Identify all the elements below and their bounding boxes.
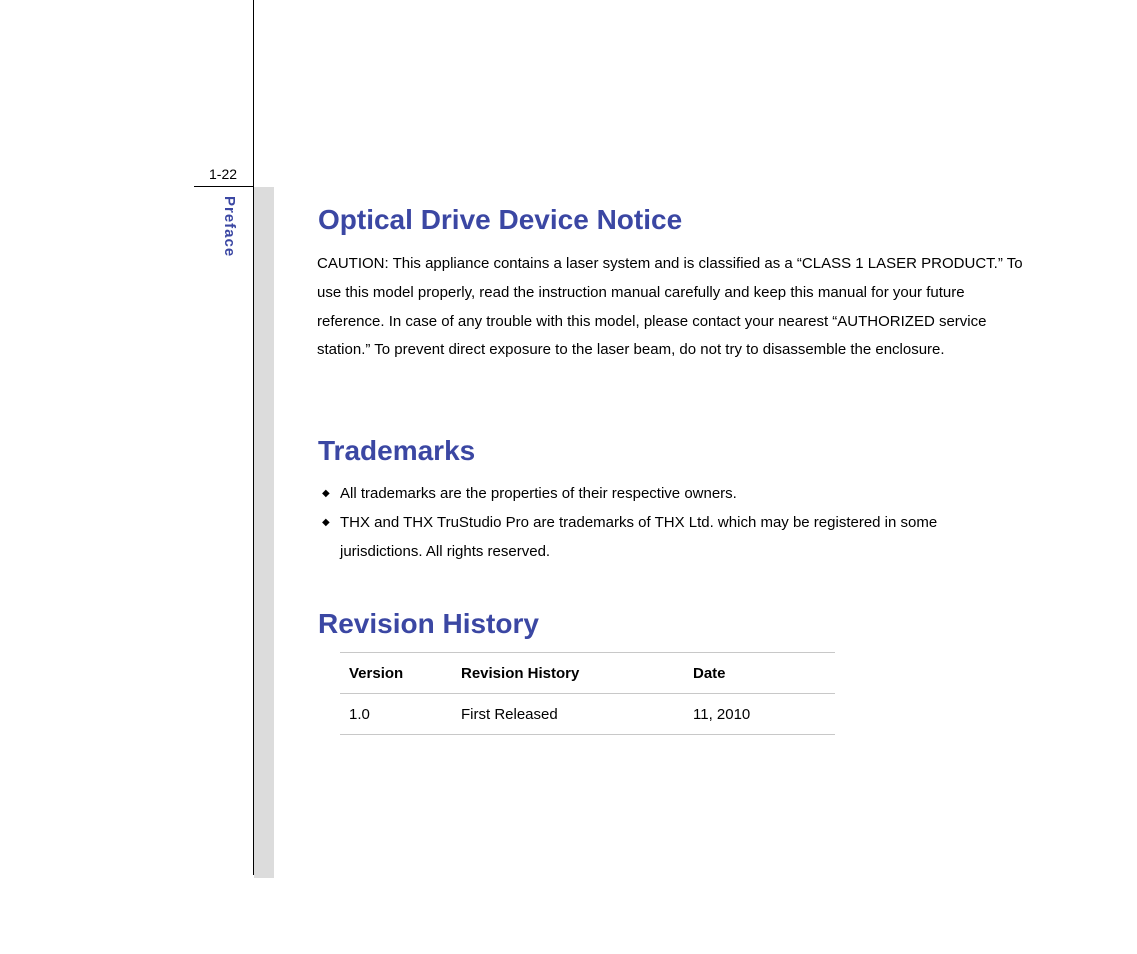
sidebar-bar xyxy=(254,187,274,878)
trademarks-heading: Trademarks xyxy=(318,435,476,466)
page-number: 1-22 xyxy=(209,166,238,182)
table-row xyxy=(340,694,835,735)
trademarks-list xyxy=(322,479,1002,566)
list-item-text: All trademarks are the properties of their respective owners. xyxy=(340,485,737,502)
revision-history-table xyxy=(340,652,835,735)
optical-drive-notice-text: CAUTION: This appliance contains a laser system and is classified as a “CLASS 1 LASER PRODUCT.” To use this model properly, read the instruction manual carefully and keep this manual for your future reference. In case of any trouble with this model, please contact your nearest “AUTHORIZED service station.” To prevent direct exposure to the laser beam, do not try to disassemble the enclosure. xyxy=(317,255,1023,359)
list-item-text: THX and THX TruStudio Pro are trademarks of THX Ltd. which may be registered in some jurisdictions. All rights reserved. xyxy=(340,514,938,560)
header-version: Version xyxy=(340,653,452,694)
list-item xyxy=(322,479,1002,508)
list-item xyxy=(322,508,1002,566)
cell-version: 1.0 xyxy=(340,694,452,735)
cell-revision: First Released xyxy=(452,694,684,735)
page-number-rule xyxy=(194,186,254,187)
optical-drive-heading: Optical Drive Device Notice xyxy=(318,204,683,235)
cell-date: 11, 2010 xyxy=(684,694,835,735)
table-header-row xyxy=(340,653,835,694)
header-date: Date xyxy=(684,653,835,694)
header-revision-history: Revision History xyxy=(452,653,684,694)
revision-history-heading: Revision History xyxy=(318,608,539,639)
diamond-bullet-icon: ◆ xyxy=(322,517,330,528)
diamond-bullet-icon: ◆ xyxy=(322,488,330,499)
section-tab: Preface xyxy=(221,196,238,258)
